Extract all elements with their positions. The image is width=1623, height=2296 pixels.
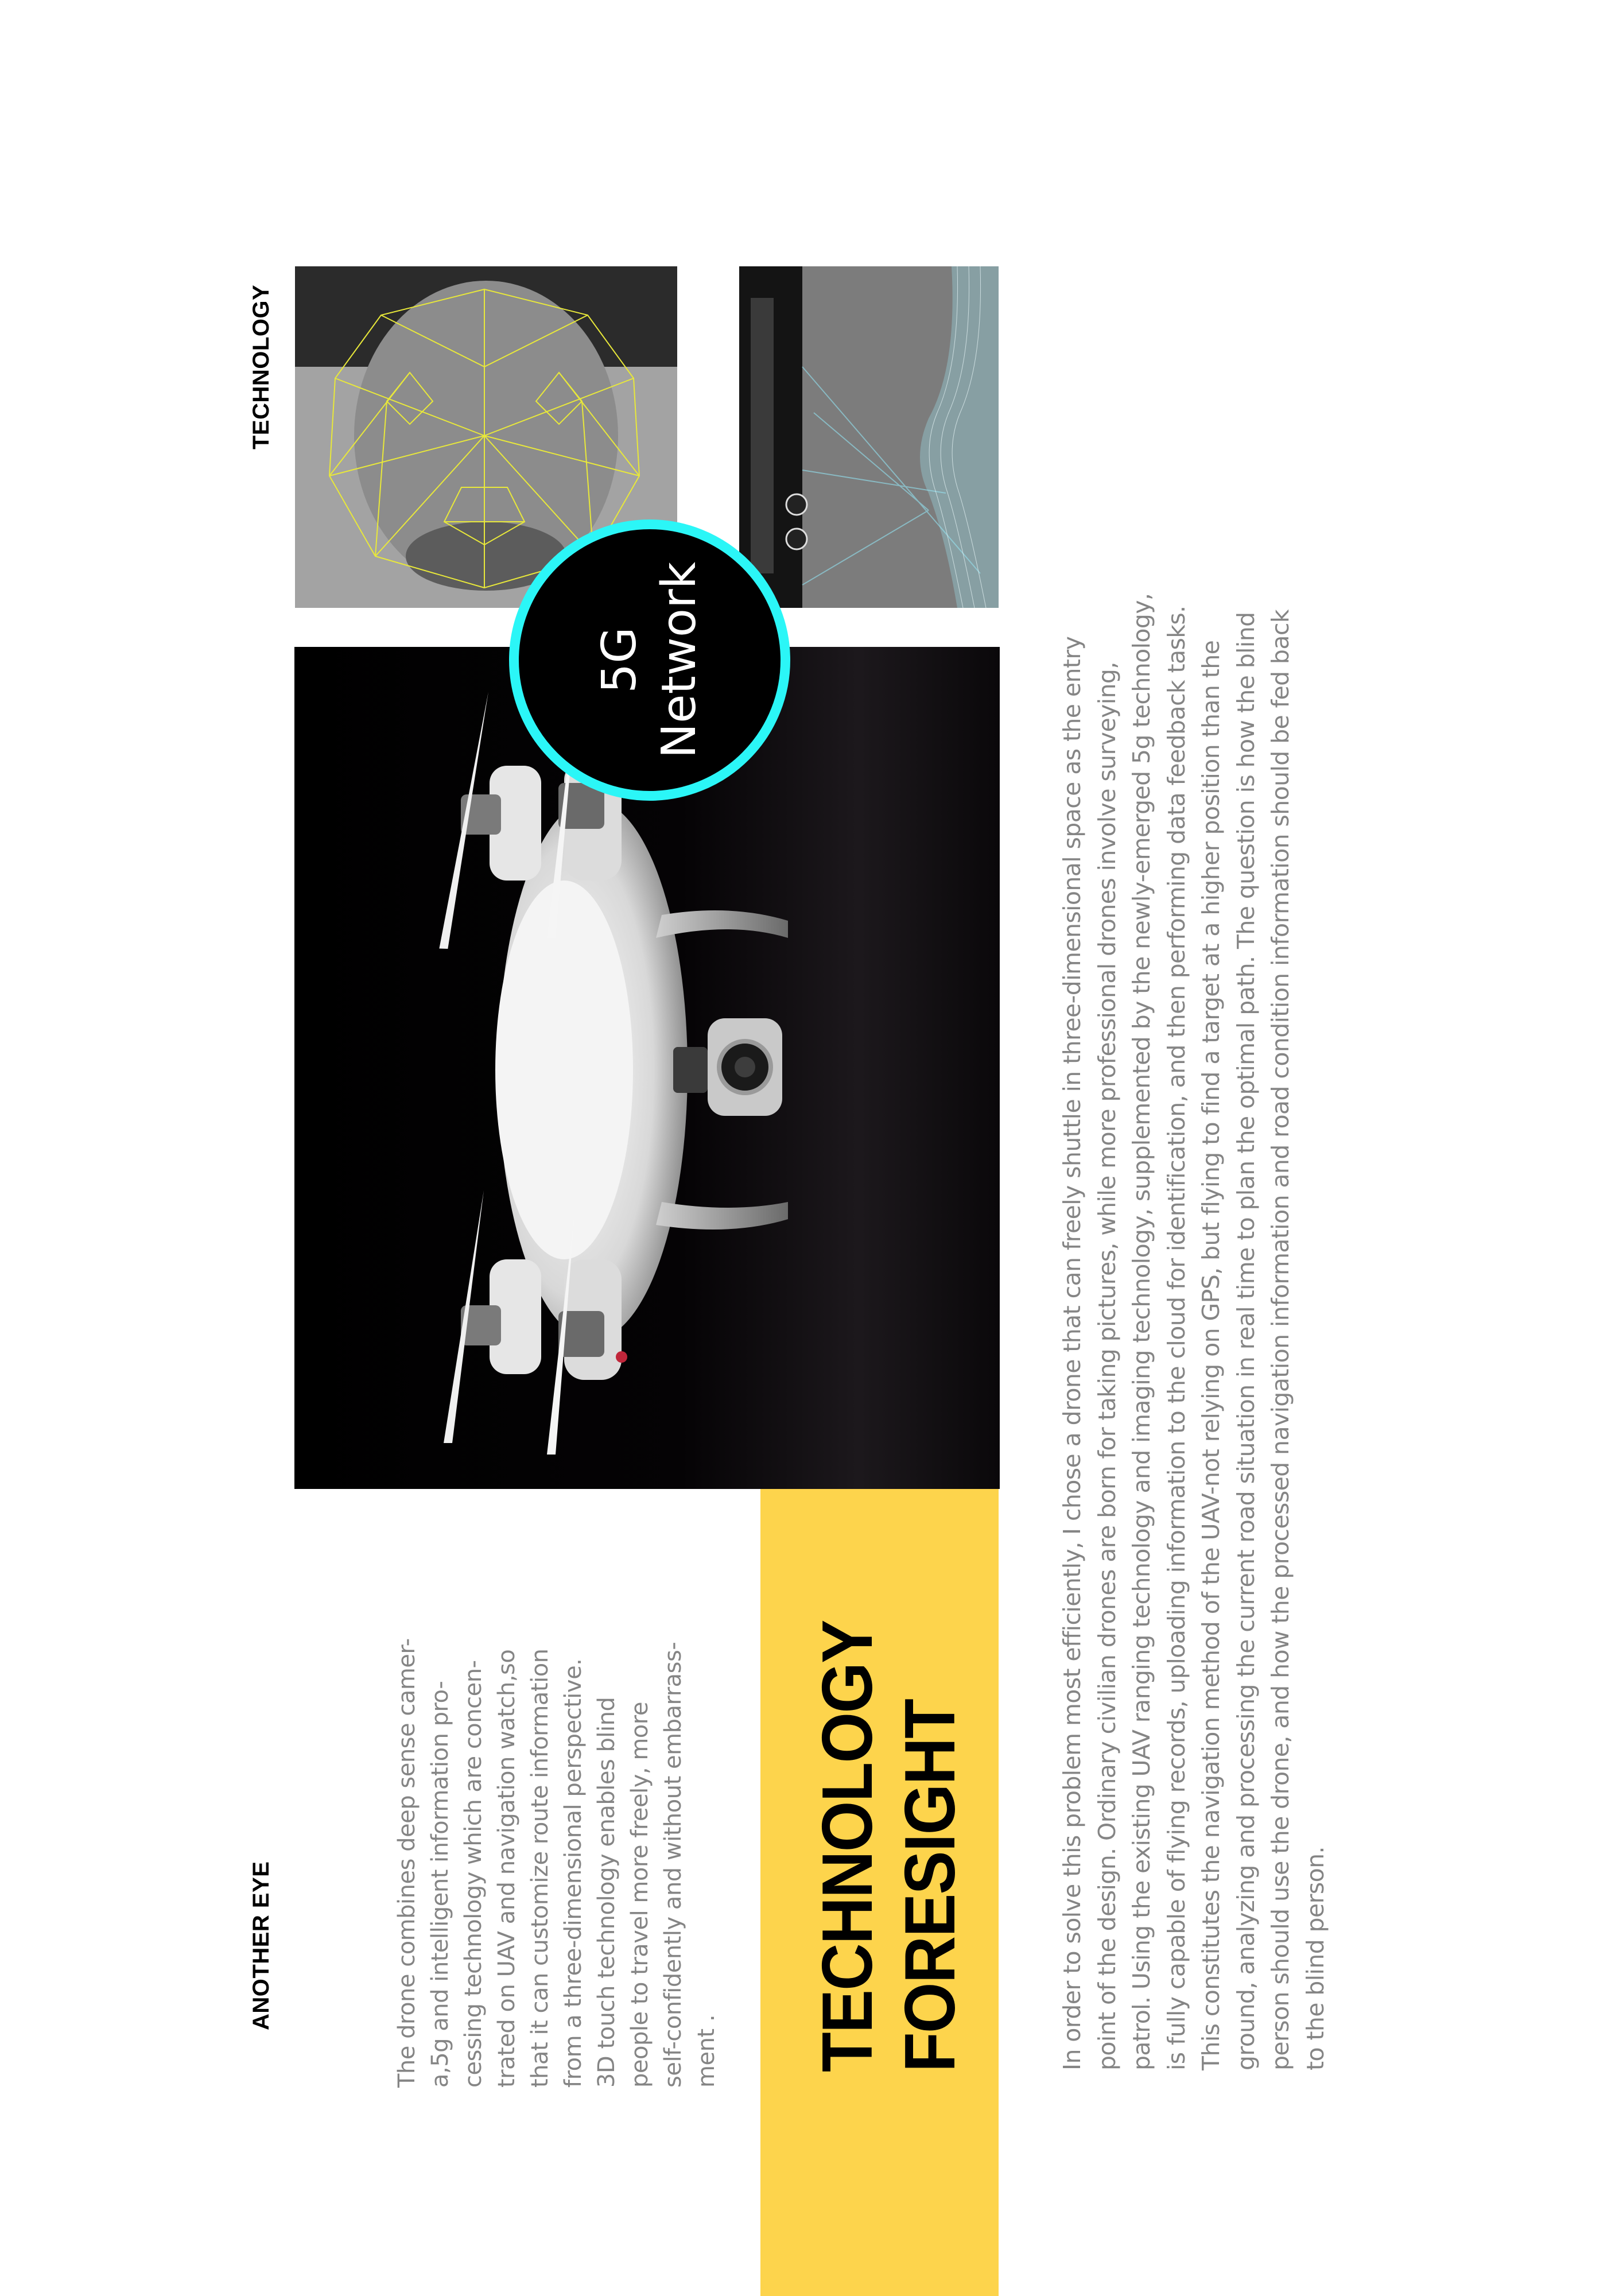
body-line: ground, analyzing and processing the current road situation in real time to plan the optimal path. The question is how the blind xyxy=(1232,612,1260,2070)
title-line-1: TECHNOLOGY xyxy=(808,1620,887,2072)
intro-line: people to travel more freely, more xyxy=(627,1702,653,2088)
intro-line: from a three-dimensional perspective. xyxy=(560,1658,587,2088)
badge-line-5g: 5G xyxy=(592,627,647,693)
intro-line: that it can customize route information xyxy=(527,1649,553,2088)
section-label-another-eye: ANOTHER EYE xyxy=(249,1861,274,2030)
badge-line-network: Network xyxy=(652,561,706,759)
body-line: In order to solve this problem most efficiently, I chose a drone that can freely shuttle in three-dimensional space as the entry xyxy=(1058,636,1086,2070)
body-line: This constitutes the navigation method of the UAV-not relying on GPS, but flying to find a target at a higher position than the xyxy=(1197,640,1225,2070)
intro-line: trated on UAV and navigation watch,so xyxy=(494,1649,520,2088)
body-paragraph xyxy=(1055,291,1333,2070)
intro-line: The drone combines deep sense camer- xyxy=(394,1638,420,2088)
title-line-2: FORESIGHT xyxy=(891,1700,970,2072)
lidar-scan-icon xyxy=(739,266,999,608)
body-line: point of the design. Ordinary civilian drones are born for taking pictures, while more professional drones involve surveying, xyxy=(1093,662,1121,2070)
intro-line: ment . xyxy=(693,2014,720,2088)
intro-paragraph xyxy=(390,1638,723,2088)
body-line: to the blind person. xyxy=(1301,1847,1329,2070)
body-line: patrol. Using the existing UAV ranging technology and imaging technology, supplemented by the newly-emerged 5g technology, xyxy=(1128,593,1155,2070)
section-label-technology: TECHNOLOGY xyxy=(249,284,274,449)
body-line: is fully capable of flying records, uploading information to the cloud for identification, and then performing data feedback tasks. xyxy=(1162,606,1190,2070)
intro-line: 3D touch technology enables blind xyxy=(593,1697,620,2088)
intro-line: self-confidently and without embarrass- xyxy=(660,1642,686,2088)
5g-network-badge xyxy=(509,519,790,801)
page-title xyxy=(806,1620,972,2072)
intro-line: cessing technology which are concen- xyxy=(460,1660,487,2088)
sensor-terrain-photo xyxy=(739,266,999,608)
body-line: person should use the drone, and how the processed navigation information and road condition information should be fed back xyxy=(1267,610,1294,2070)
intro-line: a,5g and intelligent information pro- xyxy=(427,1681,453,2088)
